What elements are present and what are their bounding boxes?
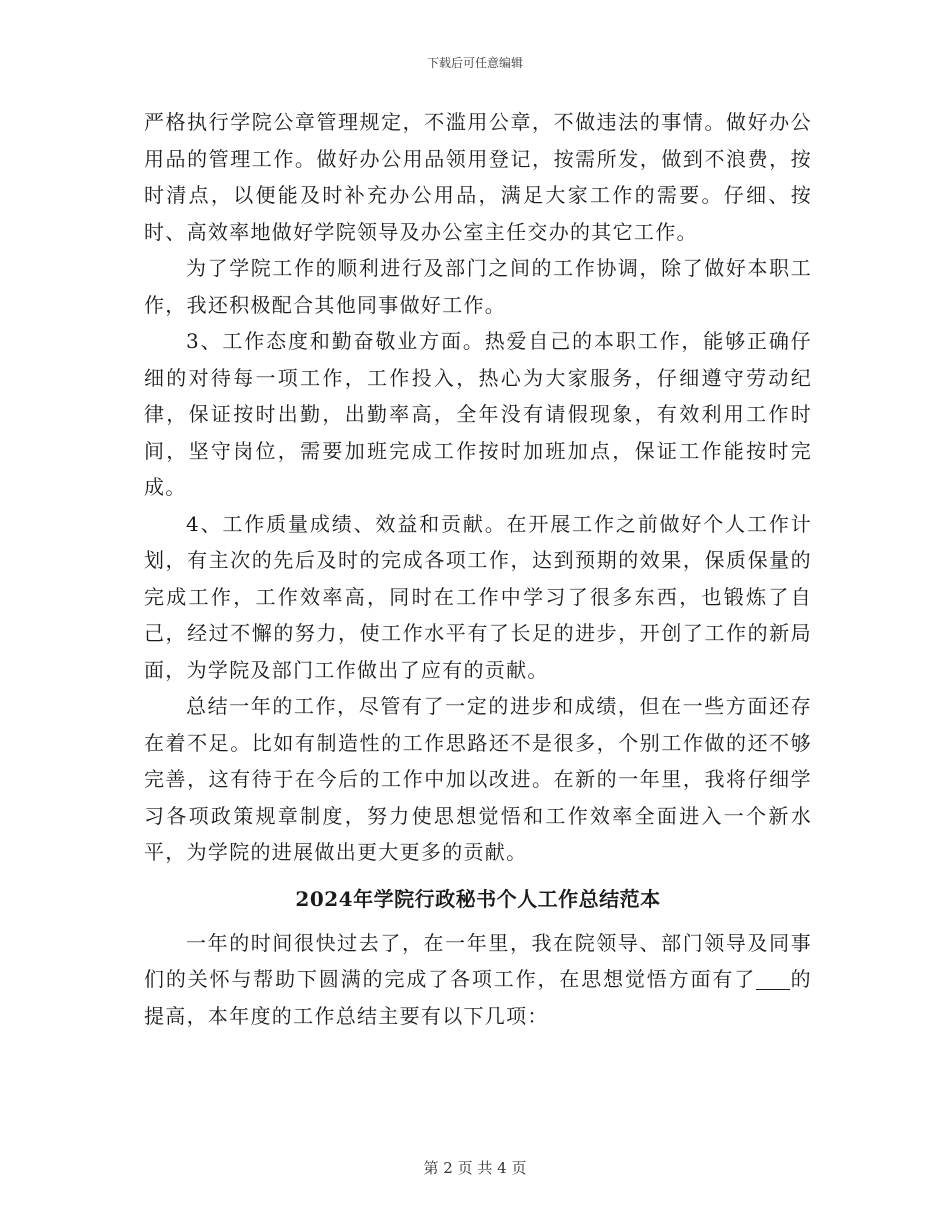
paragraph-work-attitude: 3、工作态度和勤奋敬业方面。热爱自己的本职工作，能够正确仔细的对待每一项工作，工作投入，热心为大家服务，仔细遵守劳动纪律，保证按时出勤，出勤率高，全年没有请假现象，有效利用工作时间，坚守岗位，需要加班完成工作按时加班加点，保证工作能按时完成。	[144, 329, 812, 499]
paragraph-intro	[144, 925, 812, 1035]
paragraph-office-supplies: 严格执行学院公章管理规定，不滥用公章，不做违法的事情。做好办公用品的管理工作。做好办公用品领用登记，按需所发，做到不浪费，按时清点，以便能及时补充办公用品，满足大家工作的需要。仔细、按时、高效率地做好学院领导及办公室主任交办的其它工作。	[144, 110, 812, 244]
paragraph-cooperation: 为了学院工作的顺利进行及部门之间的工作协调，除了做好本职工作，我还积极配合其他同事做好工作。	[144, 256, 812, 317]
page-number: 第 2 页 共 4 页	[423, 1159, 527, 1177]
paragraph-summary: 总结一年的工作，尽管有了一定的进步和成绩，但在一些方面还存在着不足。比如有制造性的工作思路还不是很多，个别工作做的还不够完善，这有待于在今后的工作中加以改进。在新的一年里，我将仔细学习各项政策规章制度，努力使思想觉悟和工作效率全面进入一个新水平，为学院的进展做出更大更多的贡献。	[144, 694, 812, 864]
paragraph-work-quality: 4、工作质量成绩、效益和贡献。在开展工作之前做好个人工作计划，有主次的先后及时的完成各项工作，达到预期的效果，保质保量的完成工作，工作效率高，同时在工作中学习了很多东西，也锻炼了自己，经过不懈的努力，使工作水平有了长足的进步，开创了工作的新局面，为学院及部门工作做出了应有的贡献。	[144, 511, 812, 682]
document-body	[144, 104, 812, 1034]
page-header: 下载后可任意编辑	[426, 56, 523, 70]
fill-in-blank	[756, 969, 790, 990]
section-title: 2024年学院行政秘书个人工作总结范本	[295, 886, 661, 911]
intro-text-end: 的提高，本年度的工作总结主要有以下几项：	[144, 967, 812, 1028]
intro-text-start: 一年的时间很快过去了，在一年里，我在院领导、部门领导及同事们的关怀与帮助下圆满的完成了各项工作，在思想觉悟方面有了	[144, 930, 812, 991]
